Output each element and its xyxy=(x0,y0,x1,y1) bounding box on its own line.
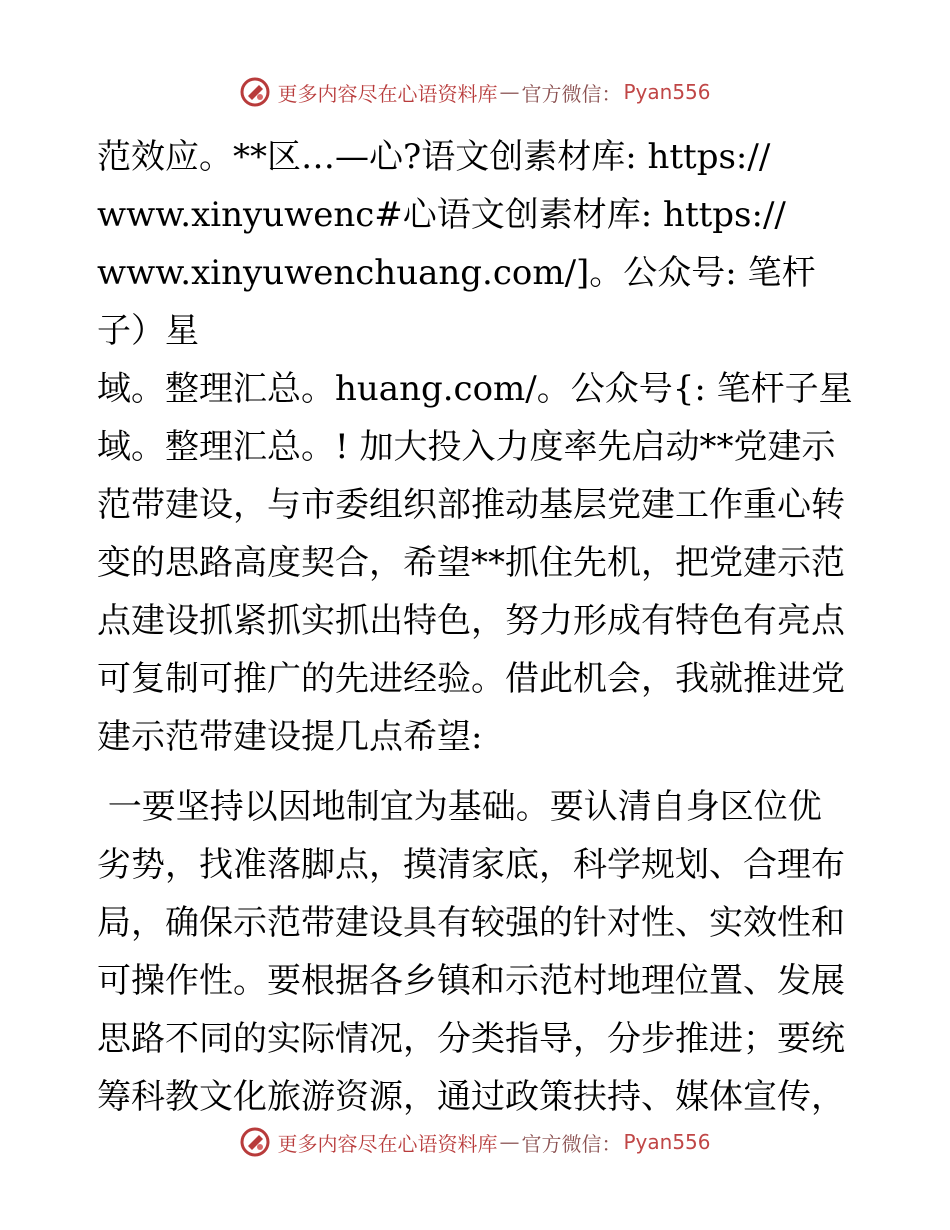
text-line: www.xinyuwenchuang.com/]。公众号: 笔杆子）星 xyxy=(97,253,816,351)
text-line: 建示范带建设提几点希望: xyxy=(97,717,483,757)
text-line: 域。整理汇总。huang.com/。公众号{: 笔杆子星 xyxy=(97,369,853,409)
text-line: 劣势，找准落脚点，摸清家底，科学规划、合理布 xyxy=(97,845,845,885)
banner-separator: — xyxy=(499,1130,520,1154)
document-body xyxy=(97,128,857,1126)
text-line: 可复制可推广的先进经验。借此机会，我就推进党 xyxy=(97,659,845,699)
text-line: 范效应。**区…—心?语文创素材库: https:// xyxy=(97,137,771,177)
text-line: 可操作性。要根据各乡镇和示范村地理位置、发展 xyxy=(97,961,845,1001)
text-line: www.xinyuwenc#心语文创素材库: https:// xyxy=(97,195,786,235)
banner-wechat-handle: Pyan556 xyxy=(623,1130,711,1154)
text-line: 一要坚持以因地制宜为基础。要认清自身区位优 xyxy=(97,787,822,827)
text-line: 局，确保示范带建设具有较强的针对性、实效性和 xyxy=(97,903,845,943)
banner-main-text: 更多内容尽在心语资料库 xyxy=(277,81,498,106)
brand-logo-icon xyxy=(239,76,271,108)
text-line: 变的思路高度契合，希望**抓住先机，把党建示范 xyxy=(97,543,845,583)
banner-separator: — xyxy=(499,80,520,104)
paragraph-2 xyxy=(97,778,857,1126)
banner-wechat-handle: Pyan556 xyxy=(623,80,711,104)
text-line: 思路不同的实际情况，分类指导，分步推进；要统 xyxy=(97,1019,845,1059)
banner-wechat-label: 官方微信： xyxy=(521,81,622,106)
text-line: 域。整理汇总。! 加大投入力度率先启动**党建示 xyxy=(97,427,836,467)
text-line: 点建设抓紧抓实抓出特色，努力形成有特色有亮点 xyxy=(97,601,845,641)
text-line: 筹科教文化旅游资源，通过政策扶持、媒体宣传， xyxy=(97,1077,845,1117)
header-banner xyxy=(0,72,950,112)
paragraph-1 xyxy=(97,128,857,766)
text-line: 范带建设，与市委组织部推动基层党建工作重心转 xyxy=(97,485,845,525)
banner-wechat-label: 官方微信： xyxy=(521,1131,622,1156)
banner-main-text: 更多内容尽在心语资料库 xyxy=(277,1131,498,1156)
brand-logo-icon xyxy=(239,1126,271,1158)
footer-banner xyxy=(0,1122,950,1162)
